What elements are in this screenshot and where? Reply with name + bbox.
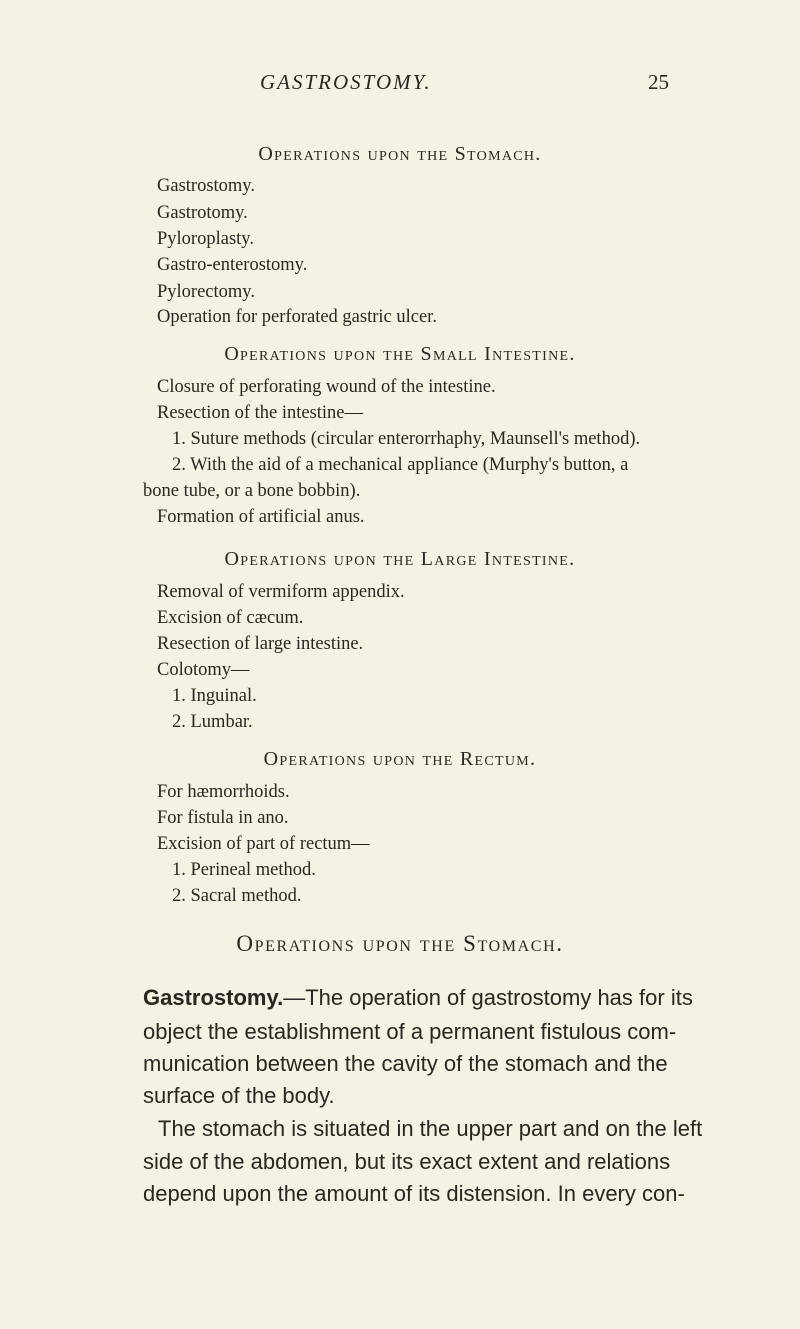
list-item: Excision of cæcum. (157, 608, 304, 628)
paragraph-line: depend upon the amount of its distension. In every con- (143, 1181, 685, 1206)
list-item: 2. With the aid of a mechanical appliance (Murphy's button, a (172, 455, 629, 475)
list-item: 2. Sacral method. (172, 886, 302, 906)
list-item: 1. Suture methods (circular enterorrhaphy, Maunsell's method). (172, 429, 641, 449)
paragraph-line (143, 985, 693, 1011)
section-heading-large-intestine: Operations upon the Large Intestine. (224, 548, 576, 570)
list-item: Pylorectomy. (157, 282, 255, 302)
paragraph-line: side of the abdomen, but its exact extent and relations (143, 1149, 671, 1174)
lead-term: Gastrostomy. (143, 985, 284, 1010)
section-heading-rectum: Operations upon the Rectum. (263, 748, 537, 770)
list-item: Gastro-enterostomy. (157, 255, 308, 275)
list-item: bone tube, or a bone bobbin). (143, 481, 361, 501)
page-number: 25 (648, 70, 669, 94)
list-item: Gastrostomy. (157, 176, 255, 196)
paragraph-text: —The operation of gastrostomy has for its (283, 985, 693, 1010)
list-item: Excision of part of rectum— (157, 834, 370, 854)
list-item: Pyloroplasty. (157, 229, 254, 249)
section-heading-body: Operations upon the Stomach. (236, 931, 564, 956)
paragraph-line: munication between the cavity of the stomach and the (143, 1051, 668, 1076)
list-item: Resection of large intestine. (157, 634, 364, 654)
list-item: Closure of perforating wound of the intestine. (157, 377, 496, 397)
list-item: Colotomy— (157, 660, 250, 680)
section-heading-small-intestine: Operations upon the Small Intestine. (224, 343, 576, 365)
running-title: GASTROSTOMY. (260, 70, 432, 94)
list-item: 2. Lumbar. (172, 712, 253, 732)
list-item: Formation of artificial anus. (157, 507, 365, 527)
list-item: 1. Perineal method. (172, 860, 316, 880)
running-head (0, 70, 800, 100)
list-item: For fistula in ano. (157, 808, 289, 828)
list-item: Resection of the intestine— (157, 403, 364, 423)
list-item: 1. Inguinal. (172, 686, 257, 706)
section-heading-stomach: Operations upon the Stomach. (258, 143, 542, 165)
paragraph-line: object the establishment of a permanent fistulous com- (143, 1019, 677, 1044)
paragraph-line: surface of the body. (143, 1083, 335, 1108)
list-item: Operation for perforated gastric ulcer. (157, 307, 437, 327)
list-item: Gastrotomy. (157, 203, 248, 223)
paragraph-line: The stomach is situated in the upper part and on the left (158, 1116, 703, 1141)
list-item: Removal of vermiform appendix. (157, 582, 405, 602)
list-item: For hæmorrhoids. (157, 782, 290, 802)
